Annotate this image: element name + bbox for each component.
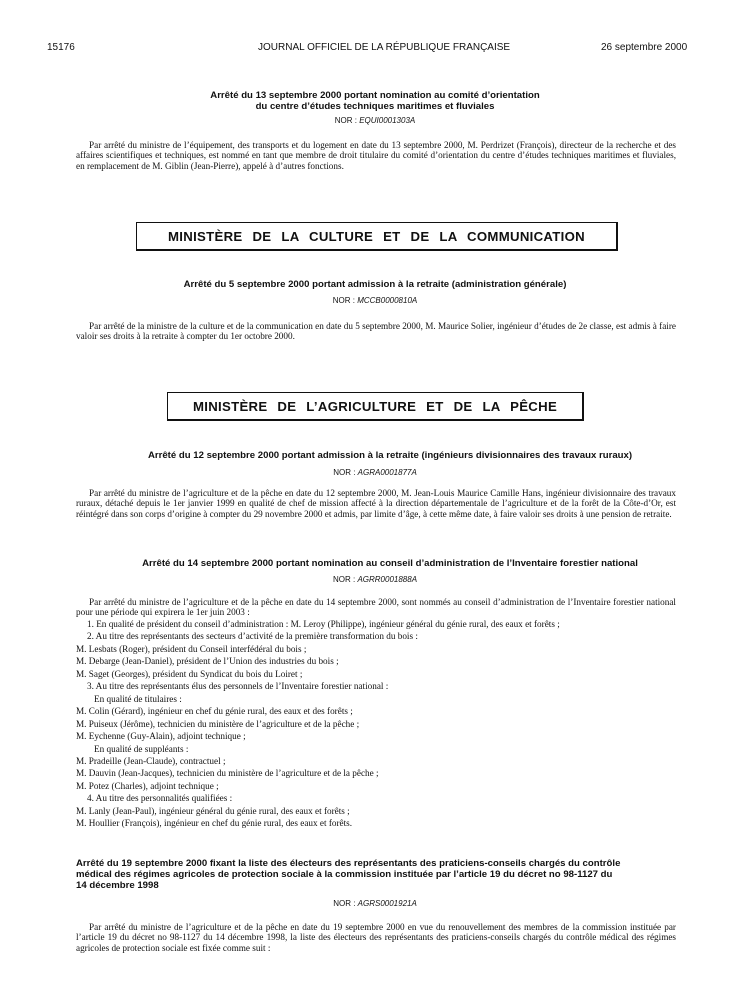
journal-title: JOURNAL OFFICIEL DE LA RÉPUBLIQUE FRANÇAISE [258,42,511,53]
list-item: En qualité de suppléants : [94,743,189,754]
list-item: M. Dauvin (Jean-Jacques), technicien du ministère de l’agriculture et de la pêche ; [76,768,379,779]
ministry-heading: MINISTÈRE DE LA CULTURE ET DE LA COMMUNICATION [136,222,618,251]
header-date: 26 septembre 2000 [601,42,688,53]
decree-title-line: médical des régimes agricoles de protection sociale à la commission instituée par l’article 19 du décret no 98-1127 du [76,869,613,880]
decree-intro [76,597,676,618]
nor-label: NOR : [334,116,357,125]
page-number: 15176 [47,42,75,53]
nor-code: AGRA0001877A [357,468,417,477]
list-item: 4. Au titre des personnalités qualifiées : [87,793,233,804]
nor-reference [40,296,710,305]
list-item: 1. En qualité de président du conseil d’administration : M. Leroy (Philippe), ingénieur général du génie rural, des eaux et forêts ; [87,619,560,629]
list-item: M. Pradeille (Jean-Claude), contractuel ; [76,755,226,766]
nor-code: AGRR0001888A [357,575,418,584]
nor-code: MCCB0000810A [357,296,418,305]
list-item: M. Debarge (Jean-Daniel), président de l’Union des industries du bois ; [76,656,339,667]
nor-label: NOR : [333,899,356,908]
list-item: M. Saget (Georges), président du Syndicat du bois du Loiret ; [76,668,303,679]
body-paragraph: Par arrêté du ministre de l’agriculture et de la pêche en date du 12 septembre 2000, M. Jean-Louis Maurice Camille Hans, ingénieur divisionnaire des travaux ruraux, détaché depuis le 1er janvier 1999 en qualité de chef de mission affecté à la direction départementale de l’agriculture et de la forêt de la Côte-d’Or, est réintégré dans son corps d’origine à compter du 29 novembre 2000 et admis, par limite d’âge, à cette même date, à faire valoir ses droits à une pension de retraite. [76,488,676,519]
list-item: M. Puiseux (Jérôme), technicien du ministère de l’agriculture et de la pêche ; [76,718,360,729]
appointments-list [76,618,676,830]
decree-title [76,858,696,891]
decree-body [76,488,676,519]
list-item: En qualité de titulaires : [94,693,182,704]
decree-title-line: du centre d’études techniques maritimes et fluviales [255,101,495,112]
nor-reference [40,899,710,908]
decree-body [76,922,676,953]
decree-title: Arrêté du 12 septembre 2000 portant admission à la retraite (ingénieurs divisionnaires des travaux ruraux) [147,450,633,461]
nor-reference [40,575,710,584]
list-item: M. Lesbats (Roger), président du Conseil interfédéral du bois ; [76,643,307,654]
body-paragraph: Par arrêté de la ministre de la culture et de la communication en date du 5 septembre 2000, M. Maurice Solier, ingénieur d’études de 2e classe, est admis à faire valoir ses droits à la retraite à compter du 1er octobre 2000. [76,321,676,342]
list-item: M. Eychenne (Guy-Alain), adjoint technique ; [76,731,246,742]
decree-body [76,321,676,342]
list-item: M. Lanly (Jean-Paul), ingénieur général du génie rural, des eaux et forêts ; [76,805,350,816]
nor-label: NOR : [333,468,356,477]
decree-title: Arrêté du 5 septembre 2000 portant admission à la retraite (administration générale) [183,279,567,290]
list-item: M. Colin (Gérard), ingénieur en chef du génie rural, des eaux et des forêts ; [76,706,353,717]
list-item: 3. Au titre des représentants élus des personnels de l’Inventaire forestier national : [87,681,389,692]
decree-title-line: 14 décembre 1998 [76,880,159,891]
decree-title-line: Arrêté du 13 septembre 2000 portant nomination au comité d’orientation [210,90,540,101]
list-item: M. Houllier (François), ingénieur en chef du génie rural, des eaux et forêts. [76,818,353,829]
list-item: M. Potez (Charles), adjoint technique ; [76,780,219,791]
nor-reference [40,116,710,125]
body-paragraph: Par arrêté du ministre de l’agriculture et de la pêche en date du 14 septembre 2000, sont nommés au conseil d’administration de l’Inventaire forestier national pour une période qui expirera le 1er juin 2003 : [76,597,676,618]
body-paragraph: Par arrêté du ministre de l’agriculture et de la pêche en date du 19 septembre 2000 en vue du renouvellement des membres de la commission instituée par l’article 19 du décret no 98-1127 du 14 décembre 1998, la liste des électeurs des représentants des praticiens-conseils chargés du contrôle médical des régimes agricoles de protection sociale est fixée comme suit : [76,922,676,953]
nor-code: AGRS0001921A [357,899,417,908]
list-item: 2. Au titre des représentants des secteurs d’activité de la première transformation du bois : [87,631,418,642]
body-paragraph: Par arrêté du ministre de l’équipement, des transports et du logement en date du 13 septembre 2000, M. Perdrizet (François), directeur de la recherche et des affaires scientifiques et techniques, est nommé en tant que membre de droit titulaire du comité d’orientation du centre d’études techniques maritimes et fluviales, en remplacement de M. Giblin (Jean-Pierre), appelé à d’autres fonctions. [76,140,676,171]
decree-title: Arrêté du 14 septembre 2000 portant nomination au conseil d’administration de l’Inventaire forestier national [142,558,638,569]
nor-label: NOR : [332,296,355,305]
nor-label: NOR : [332,575,356,584]
decree-title-line: Arrêté du 19 septembre 2000 fixant la liste des électeurs des représentants des praticiens-conseils chargés du contrôle [76,858,621,869]
decree-body [76,140,676,171]
decree-title [40,90,710,112]
nor-reference [40,468,710,477]
nor-code: EQUI0001303A [359,116,416,125]
ministry-heading: MINISTÈRE DE L’AGRICULTURE ET DE LA PÊCHE [167,392,584,421]
